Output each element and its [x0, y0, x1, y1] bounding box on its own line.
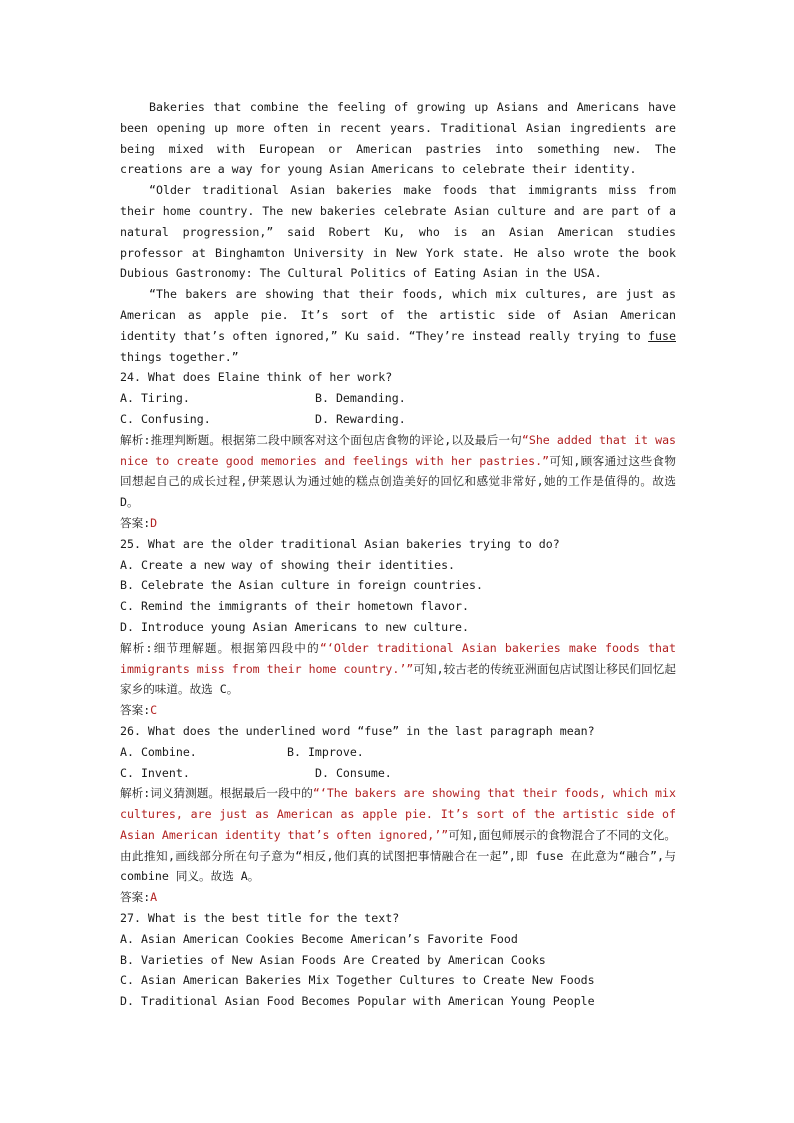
- question-26-stem: 26. What does the underlined word “fuse” in the last paragraph mean?: [120, 723, 595, 738]
- analysis-quote: “‘The bakers are showing that their foods, which mix cultures, are just as American as apple pie. It’s sort of the artistic side of Asian American identity that’s often ignored,’”: [120, 786, 676, 842]
- analysis-label: 解析:: [120, 640, 153, 655]
- passage-paragraph-2: “Older traditional Asian bakeries make foods that immigrants miss from their home country. The new bakeries celebrate Asian culture and are part of a natural progression,” said Robert Ku, who is an Asian American studies professor at Binghamton University in New York state. He also wrote the book Dubious Gastronomy: The Cultural Politics of Eating Asian in the USA.: [120, 183, 676, 281]
- question-26-option-d: D. Consume.: [315, 765, 392, 780]
- analysis-label: 解析:: [120, 432, 151, 447]
- question-27-option-d: D. Traditional Asian Food Becomes Popular with American Young People: [120, 994, 595, 1009]
- answer-value: C: [150, 703, 158, 718]
- question-25-stem: 25. What are the older traditional Asian bakeries trying to do?: [120, 536, 560, 551]
- analysis-text: 推理判断题。根据第二段中顾客对这个面包店食物的评论,以及最后一句: [150, 432, 522, 447]
- question-26-options-row-2: [120, 763, 676, 784]
- question-25-option-d: D. Introduce young Asian Americans to new culture.: [120, 619, 470, 634]
- question-26-answer: [120, 887, 676, 908]
- answer-label: 答案:: [120, 703, 151, 718]
- analysis-conclusion: 可知,顾客通过这些食物回想起自己的成长过程,伊莱恩认为通过她的糕点创造美好的回忆和感觉非常好,她的工作是值得的。故选 D。: [120, 453, 676, 510]
- analysis-text: 细节理解题。根据第四段中的: [152, 640, 320, 655]
- question-25-option-a: A. Create a new way of showing their identities.: [120, 557, 456, 572]
- question-24-option-c: C. Confusing.: [120, 411, 211, 426]
- passage-paragraph-1: Bakeries that combine the feeling of growing up Asians and Americans have been opening up more often in recent years. Traditional Asian ingredients are being mixed with European or American pastries into something new. The creations are a way for young Asian Americans to celebrate their identity.: [120, 100, 676, 177]
- question-24-options-row-1: [120, 388, 676, 409]
- question-24-answer: [120, 513, 676, 534]
- question-26-options-row-1: [120, 742, 676, 763]
- answer-label: 答案:: [120, 890, 151, 905]
- answer-value: D: [150, 515, 158, 530]
- analysis-text: 词义猜测题。根据最后一段中的: [150, 786, 313, 801]
- question-24-stem: 24. What does Elaine think of her work?: [120, 370, 393, 385]
- question-25-answer: [120, 700, 676, 721]
- analysis-quote: “She added that it was nice to create good memories and feelings with her pastries.”: [120, 432, 677, 468]
- question-26-option-c: C. Invent.: [120, 765, 190, 780]
- passage-paragraph-3: [120, 284, 676, 367]
- question-26-option-a: A. Combine.: [120, 744, 197, 759]
- question-27-option-c: C. Asian American Bakeries Mix Together Cultures to Create New Foods: [120, 973, 595, 988]
- answer-label: 答案:: [120, 515, 151, 530]
- analysis-conclusion: 可知,面包师展示的食物混合了不同的文化。由此推知,画线部分所在句子意为“相反,他们真的试图把事情融合在一起”,即 fuse 在此意为“融合”,与 combine 同义。故选 A。: [120, 827, 677, 884]
- paragraph-3-text-after: things together.”: [120, 349, 239, 364]
- question-26-analysis: [120, 783, 676, 887]
- paragraph-3-text-before: “The bakers are showing that their foods, which mix cultures, are just as American as apple pie. It’s sort of the artistic side of Asian American identity that’s often ignored,” Ku said. “They’re instead really trying to: [120, 287, 676, 343]
- question-24-options-row-2: [120, 409, 676, 430]
- document-page: [120, 97, 676, 1012]
- question-25-analysis: [120, 638, 676, 700]
- question-26-option-b: B. Improve.: [287, 744, 364, 759]
- question-27-option-a: A. Asian American Cookies Become American’s Favorite Food: [120, 931, 518, 946]
- question-27-option-b: B. Varieties of New Asian Foods Are Created by American Cooks: [120, 952, 546, 967]
- question-25-option-c: C. Remind the immigrants of their hometown flavor.: [120, 599, 470, 614]
- question-24-analysis: [120, 430, 676, 513]
- analysis-quote: “‘Older traditional Asian bakeries make foods that immigrants miss from their home country.’”: [120, 640, 676, 676]
- question-24-option-d: D. Rewarding.: [315, 411, 406, 426]
- answer-value: A: [150, 890, 158, 905]
- question-24-option-b: B. Demanding.: [315, 391, 406, 406]
- analysis-label: 解析:: [120, 786, 151, 801]
- question-27-stem: 27. What is the best title for the text?: [120, 911, 400, 926]
- question-25-option-b: B. Celebrate the Asian culture in foreign countries.: [120, 578, 483, 593]
- analysis-conclusion: 可知,较古老的传统亚洲面包店试图让移民们回忆起家乡的味道。故选 C。: [120, 661, 676, 697]
- question-24-option-a: A. Tiring.: [120, 391, 190, 406]
- underlined-word-fuse: fuse: [648, 328, 676, 343]
